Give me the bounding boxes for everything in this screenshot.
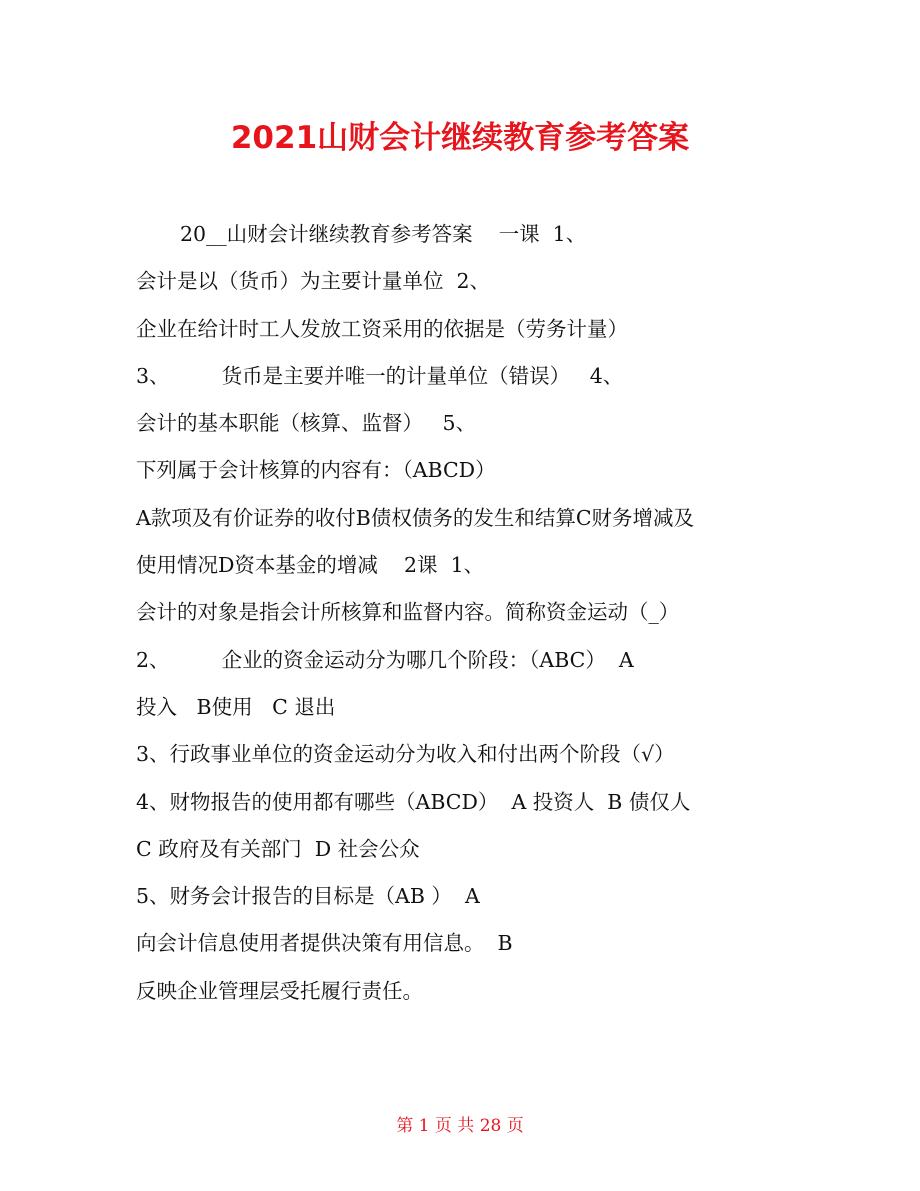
text-line: A款项及有价证券的收付B债权债务的发生和结算C财务增减及 — [136, 505, 695, 530]
text-line: 会计的基本职能（核算、监督） 5、 — [136, 411, 477, 436]
text-line: 会计的对象是指会计所核算和监督内容。简称资金运动（_） — [136, 600, 680, 625]
text-line: 4、财物报告的使用都有哪些（ABCD） A 投资人 B 债仅人 — [136, 789, 691, 814]
text-line: 3、 货币是主要并唯一的计量单位（错误） 4、 — [136, 363, 624, 388]
text-line: 20__山财会计继续教育参考答案 一课 1、 — [180, 222, 587, 246]
text-line: 2、 企业的资金运动分为哪几个阶段：（ABC） A — [136, 647, 634, 672]
text-line: 5、财务会计报告的目标是（AB ） A — [136, 884, 480, 909]
text-line: 向会计信息使用者提供决策有用信息。 B — [136, 931, 513, 956]
text-line: 3、行政事业单位的资金运动分为收入和付出两个阶段（√） — [136, 742, 675, 767]
document-body — [136, 214, 796, 1018]
page-number-footer: 第 1 页 共 28 页 — [396, 1116, 524, 1136]
text-line: 下列属于会计核算的内容有：（ABCD） — [136, 458, 496, 483]
text-line: 投入 B使用 C 退出 — [136, 694, 336, 719]
text-line: C 政府及有关部门 D 社会公众 — [136, 836, 420, 861]
text-line: 企业在给计时工人发放工资采用的依据是（劳务计量） — [136, 316, 628, 341]
document-title: 2021山财会计继续教育参考答案 — [230, 120, 690, 156]
text-line: 会计是以（货币）为主要计量单位 2、 — [136, 269, 491, 294]
text-line: 使用情况D资本基金的增减 2课 1、 — [136, 553, 485, 578]
text-line: 反映企业管理层受托履行责任。 — [136, 978, 423, 1003]
